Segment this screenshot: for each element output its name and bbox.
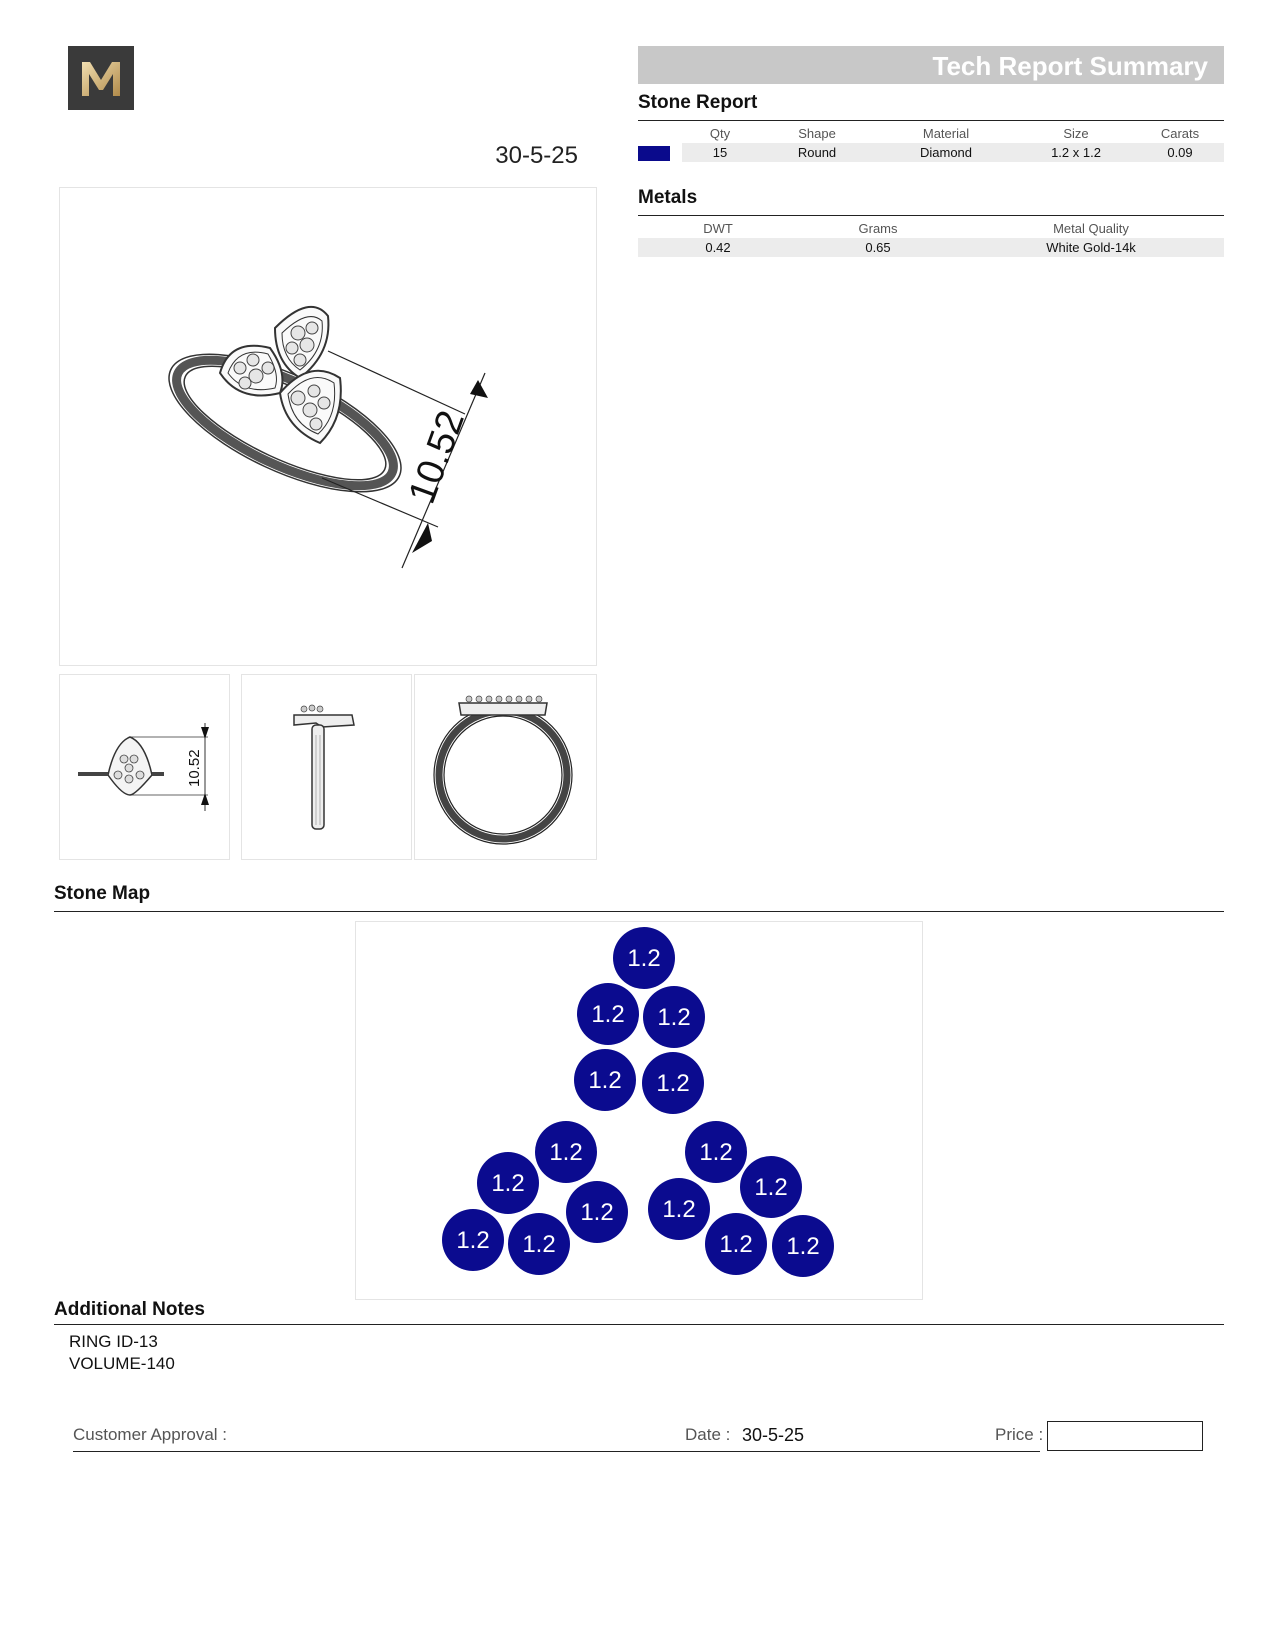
notes-body bbox=[69, 1331, 175, 1375]
table-row bbox=[638, 238, 1224, 257]
col-size: Size bbox=[1063, 125, 1089, 141]
date-label: Date : bbox=[685, 1425, 731, 1444]
stone-size-label: 1.2 bbox=[522, 1231, 556, 1258]
carats-cell: 0.09 bbox=[1136, 143, 1224, 162]
ring-side-view bbox=[241, 674, 412, 860]
stone-report-title: Stone Report bbox=[638, 92, 758, 113]
stone-report-table bbox=[638, 123, 1224, 162]
metals-title: Metals bbox=[638, 187, 698, 208]
stone-size-label: 1.2 bbox=[627, 945, 661, 972]
stone-marker bbox=[613, 927, 675, 989]
stone-marker bbox=[477, 1152, 539, 1214]
col-dwt: DWT bbox=[703, 220, 733, 236]
stone-marker bbox=[574, 1049, 636, 1111]
stone-marker bbox=[577, 983, 639, 1045]
notes-rule bbox=[54, 1324, 1224, 1325]
stone-marker bbox=[442, 1209, 504, 1271]
approval-date-value: 30-5-25 bbox=[742, 1425, 805, 1445]
stone-marker bbox=[643, 986, 705, 1048]
stone-map-drawing bbox=[356, 922, 922, 1299]
table-row bbox=[638, 143, 1224, 162]
grams-cell: 0.65 bbox=[798, 238, 958, 257]
stone-size-label: 1.2 bbox=[754, 1174, 788, 1201]
stone-marker bbox=[740, 1156, 802, 1218]
price-field[interactable] bbox=[1047, 1421, 1203, 1451]
note-line: VOLUME-140 bbox=[69, 1354, 175, 1373]
notes-title: Additional Notes bbox=[54, 1299, 205, 1320]
ring-perspective-view bbox=[59, 187, 597, 666]
col-qty: Qty bbox=[709, 125, 731, 141]
metals-table bbox=[638, 218, 1224, 257]
stone-map bbox=[355, 921, 923, 1300]
size-cell: 1.2 x 1.2 bbox=[1016, 143, 1136, 162]
main-dimension-label: 10.52 bbox=[400, 405, 473, 510]
stone-map-rule bbox=[54, 911, 1224, 912]
report-title: Tech Report Summary bbox=[932, 51, 1208, 81]
stone-marker bbox=[685, 1121, 747, 1183]
stone-marker bbox=[642, 1052, 704, 1114]
metals-rule bbox=[638, 215, 1224, 216]
material-cell: Diamond bbox=[876, 143, 1016, 162]
stone-size-label: 1.2 bbox=[456, 1227, 490, 1254]
stone-marker bbox=[772, 1215, 834, 1277]
dwt-cell: 0.42 bbox=[638, 238, 798, 257]
customer-approval-label: Customer Approval : bbox=[73, 1425, 228, 1444]
metal-quality-cell: White Gold-14k bbox=[958, 238, 1224, 257]
note-line: RING ID-13 bbox=[69, 1332, 158, 1351]
stone-size-label: 1.2 bbox=[549, 1139, 583, 1166]
stone-size-label: 1.2 bbox=[656, 1070, 690, 1097]
stone-size-label: 1.2 bbox=[719, 1231, 753, 1258]
stone-report-header bbox=[638, 123, 1224, 143]
stone-size-label: 1.2 bbox=[491, 1170, 525, 1197]
price-label: Price : bbox=[995, 1425, 1044, 1444]
metals-header bbox=[638, 218, 1224, 238]
stone-size-label: 1.2 bbox=[786, 1233, 820, 1260]
stone-marker bbox=[508, 1213, 570, 1275]
stone-color-cell bbox=[638, 143, 682, 162]
stone-marker bbox=[566, 1181, 628, 1243]
ring-top-view bbox=[414, 674, 597, 860]
ring-perspective-drawing bbox=[60, 188, 596, 665]
stone-marker bbox=[535, 1121, 597, 1183]
stone-marker bbox=[705, 1213, 767, 1275]
col-grams: Grams bbox=[858, 220, 898, 236]
stone-color-swatch bbox=[638, 146, 670, 161]
shape-cell: Round bbox=[758, 143, 876, 162]
qty-cell: 15 bbox=[682, 143, 758, 162]
approval-signature-line[interactable] bbox=[73, 1451, 1040, 1452]
stone-size-label: 1.2 bbox=[699, 1139, 733, 1166]
col-material: Material bbox=[922, 125, 970, 141]
stone-report-rule bbox=[638, 120, 1224, 121]
stone-size-label: 1.2 bbox=[591, 1001, 625, 1028]
report-date: 30-5-25 bbox=[495, 142, 578, 169]
front-dimension-label: 10.52 bbox=[186, 749, 203, 787]
stone-size-label: 1.2 bbox=[588, 1067, 622, 1094]
ring-front-view bbox=[59, 674, 230, 860]
company-logo bbox=[68, 46, 134, 110]
stone-marker bbox=[648, 1178, 710, 1240]
swatch-header bbox=[638, 123, 682, 143]
report-banner bbox=[638, 46, 1224, 84]
stone-size-label: 1.2 bbox=[580, 1199, 614, 1226]
stone-map-title: Stone Map bbox=[54, 883, 151, 904]
col-shape: Shape bbox=[798, 125, 836, 141]
col-metal-quality: Metal Quality bbox=[1053, 220, 1129, 236]
stone-size-label: 1.2 bbox=[657, 1004, 691, 1031]
col-carats: Carats bbox=[1160, 125, 1200, 141]
stone-size-label: 1.2 bbox=[662, 1196, 696, 1223]
